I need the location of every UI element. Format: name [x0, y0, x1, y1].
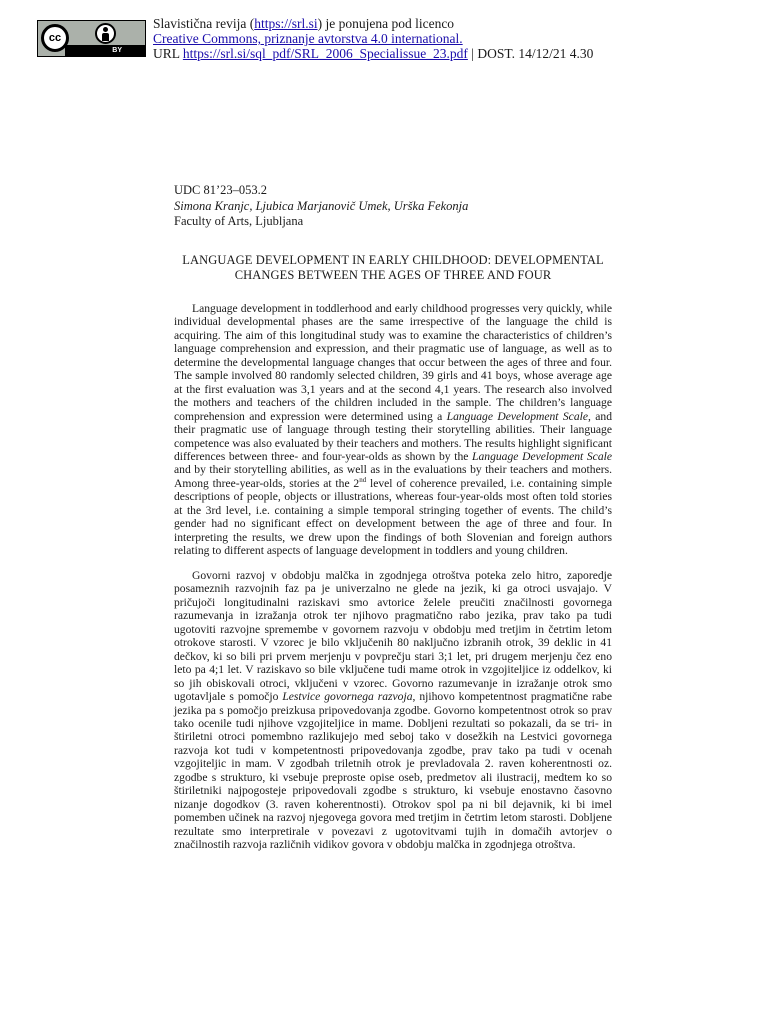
srl-link[interactable]: https://srl.si — [254, 16, 318, 31]
english-abstract: Language development in toddlerhood and early childhood progresses very quickly, while individual developmental phases are the same irrespective of the language the child is acquiring. The aim of this longitudinal study was to examine the characteristics of children’s language comprehension and expression, and their pragmatic use of language, as well as to determine the developmental language changes that occur between the ages of three and four. The sample involved 80 randomly selected children, 39 girls and 41 boys, whose average age at the first evaluation was 3,1 years and at the second 4,1 years. The research also involved the mothers and teachers of the children included in the sample. The children’s language comprehension and expression were determined using a Language Development Scale, and their pragmatic use of language through testing their storytelling abilities. Their language competence was also evaluated by their teachers and mothers. The results highlight significant differences between three- and four-year-olds as shown by the Language Development Scale and by their storytelling abilities, as well as in the evaluations by their teachers and mothers. Among three-year-olds, stories at the 2nd level of coherence prevailed, i.e. containing simple descriptions of people, objects or illustrations, whereas four-year-olds most often told stories at the 3rd level, i.e. containing a simple temporal stringing together of events. The child’s gender had no significant effect on development between the age of three and four. In interpreting the results, we drew upon the findings of both Slovenian and foreign authors relating to different aspects of language development in toddlers and young children. — [174, 302, 612, 558]
license-line-1: Slavistična revija (https://srl.si) je ponujena pod licenco — [153, 16, 455, 31]
by-label: BY — [112, 47, 122, 54]
slovenian-abstract: Govorni razvoj v obdobju malčka in zgodnjega otroštva poteka zelo hitro, zaporedje posameznih razvojnih faz pa je univerzalno ne glede na jezik, ki ga otroci usvajajo. V pričujoči longitudinalni raziskavi smo avtorice želele preučiti značilnosti govornega razumevanja in izražanja otrok ter njihovo pragmatično rabo jezika, prav tako pa tudi ugotoviti razvojne spremembe v govornem razvoju v obdobju med tretjim in četrtim letom otrokove starosti. V vzorec je bilo vključenih 80 naključno izbranih otrok, 39 deklic in 41 dečkov, ki so bili pri prvem merjenju v povprečju stari 3;1 let, pri drugem merjenju čez eno leto pa 4;1 let. V raziskavo so bile vključene tudi mame otrok in vzgojiteljice iz oddelkov, ki so jih obiskovali otroci, vključeni v vzorec. Govorno razumevanje in izražanje otrok smo ugotavljale s pomočjo Lestvice govornega razvoja, njihovo kompetentnost pragmatične rabe jezika pa s pomočjo preizkusa pripovedovanja zgodbe. Govorno kompetentnost otrok so prav tako ocenile tudi njihove vzgojiteljice in mame. Dobljeni rezultati so pokazali, da se tri- in štiriletni otroci pomembno razlikujejo med seboj tako v dosežkih na Lestvici govornega razvoja kot tudi v kompetentnosti pripovedovanja zgodbe, prav tako pa tudi v ocenah vzgojiteljic in mam. V zgodbah triletnih otrok je prevladovala 2. raven koherentnosti oz. zgodbe s strukturo, ki vsebuje preproste opise oseb, predmetov ali ilustracij, medtem ko so štiriletniki najpogosteje pripovedovali zgodbe s strukturo, ki vsebuje enostavno časovno nizanje dogodkov (3. raven koherentnosti). Otrokov spol pa ni bil dejavnik, ki bi imel pomemben učinek na razvoj njegovega govora med tretjim in četrtim letom starosti. Dobljene rezultate smo interpretirale v povezavi z ugotovitvami tujih in domačih avtorjev o značilnostih razvoja različnih vidikov govora v obdobju malčka in zgodnjega otroštva. — [174, 569, 612, 852]
affiliation: Faculty of Arts, Ljubljana — [174, 214, 304, 228]
article-title: LANGUAGE DEVELOPMENT IN EARLY CHILDHOOD: DEVELOPMENTAL CHANGES BETWEEN THE AGES OF THREE AND FOUR — [182, 253, 604, 282]
article-meta — [174, 183, 468, 230]
attribution-person-icon — [95, 23, 116, 44]
license-line-2 — [153, 31, 593, 46]
authors: Simona Kranjc, Ljubica Marjanovič Umek, Urška Fekonja — [174, 198, 469, 213]
udc-code: UDC 81’23–053.2 — [174, 183, 268, 197]
cc-by-badge[interactable] — [37, 20, 146, 57]
cc-license-link[interactable]: Creative Commons, priznanje avtorstva 4.0 international. — [153, 31, 463, 46]
cc-logo-icon: cc — [41, 24, 69, 52]
license-header — [37, 16, 737, 60]
pdf-url-link[interactable]: https://srl.si/sql_pdf/SRL_2006_Specialissue_23.pdf — [182, 46, 468, 61]
license-text — [153, 16, 593, 61]
license-line-3: URL https://srl.si/sql_pdf/SRL_2006_Specialissue_23.pdf | DOST. 14/12/21 4.30 — [153, 46, 594, 61]
